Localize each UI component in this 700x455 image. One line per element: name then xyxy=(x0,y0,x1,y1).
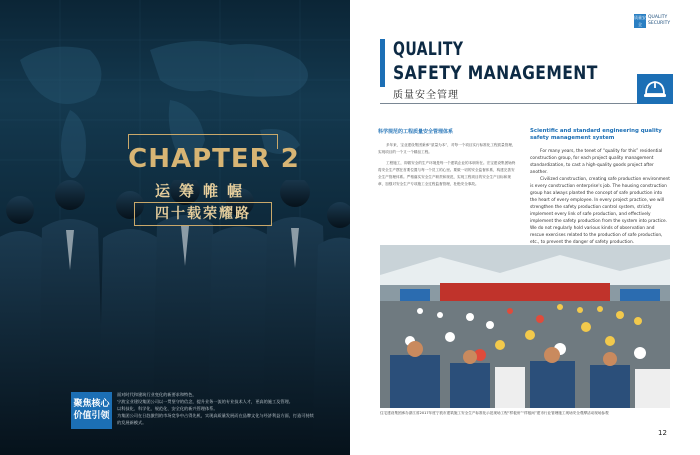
focus-badge xyxy=(71,392,112,429)
focus-text xyxy=(117,391,317,426)
chinese-column-heading: 科学规范的工程质量安全管理体系 xyxy=(378,129,454,135)
english-paragraph: For many years, the tenet of “quality for this” residential construction group, for each project quality management standardization, to cast a high-quality goods project after another. xyxy=(530,149,663,175)
title-english-line2: SAFETY MANAGEMENT xyxy=(393,62,598,84)
safety-helmet-icon xyxy=(643,79,667,99)
english-paragraph: Civilized construction, creating safe production environment is every construction enterprise's job. The housing construction group has always planted the concept of safe production into the heart of every employee. In every project practice, we will strengthen the safety production control system, strictly implement every link of safe production, and effectively implement the safety production from the system into practice. We do not regularly hold various kinds of observation and rescue exercises related to the production of safe production, etc., to prevent the danger of safety production. xyxy=(530,177,670,245)
title-divider xyxy=(380,103,662,104)
focus-text-line: 宁波宝业建设集团公司以一贯坚守的信念，提升业务一流的专业技术人才，更高的施工及管理。 xyxy=(117,399,293,404)
logo-text-line2: SECURITY xyxy=(648,21,671,26)
focus-text-line: 面对时代和建筑行业变化的新要求和特色， xyxy=(117,392,197,397)
chinese-paragraph: 工程施工，即做安全的生产环境是每一个建筑企业的本职所在。宏宝建设集团始终将安全生产摆在首要位置与每一个员工的心里。要做一切的安全监督体系，构建完善安全生产管理体系。严格落实安全生产职责和规范，实现工程项目的安全生产目标和规章，加强对安全生产专项施工全过程监督管理，杜绝安全事故。 xyxy=(378,161,516,186)
english-column xyxy=(530,128,670,246)
logo-mark: 质量安全 xyxy=(634,15,646,27)
helmet-badge xyxy=(637,74,673,104)
chapter-heading xyxy=(128,134,300,234)
chapter-subtitle-line2: 四十载荣耀路 xyxy=(134,202,272,226)
focus-text-line: 以科技化、科学化、规范化、安全化的新兴管理体系。 xyxy=(117,406,218,411)
title-accent-bar xyxy=(380,39,385,87)
page-number: 12 xyxy=(658,429,667,437)
focus-badge-line2: 价值引领 xyxy=(73,411,110,421)
english-column-heading: Scientific and standard engineering quality safety management system xyxy=(530,128,662,141)
logo-text-line1: QUALITY xyxy=(648,15,668,20)
title-chinese: 质量安全管理 xyxy=(393,90,459,101)
chapter-title: CHAPTER 2 xyxy=(128,144,300,174)
logo-text xyxy=(648,15,688,27)
focus-text-line: 为集团公司在日趋激烈的市场竞争中占得先机，实现高质量发展而在品牌文化与经济利益方面，打造可持续的发展新模式。 xyxy=(117,413,314,425)
safety-event-photo xyxy=(380,245,670,408)
focus-badge-line1: 聚焦核心 xyxy=(73,399,110,409)
chapter-subtitle-line1: 运筹帷幄 xyxy=(154,182,251,200)
chinese-paragraph: 多年来，宝业建设集团秉承“质量为本”，对每一个项目实行标准化工程质量管理，实现项目的一个又一个精品工程。 xyxy=(378,143,516,154)
photo-caption: 住宅建设集团承办浙江省2017年度宁波市建筑施工安全生产标准化示范现场工程“样板房”“样板间”建市行业管理施工现场安全观摩活动现场参观 xyxy=(380,411,609,415)
title-english-line1: QUALITY xyxy=(393,38,464,60)
chinese-column xyxy=(378,128,518,188)
